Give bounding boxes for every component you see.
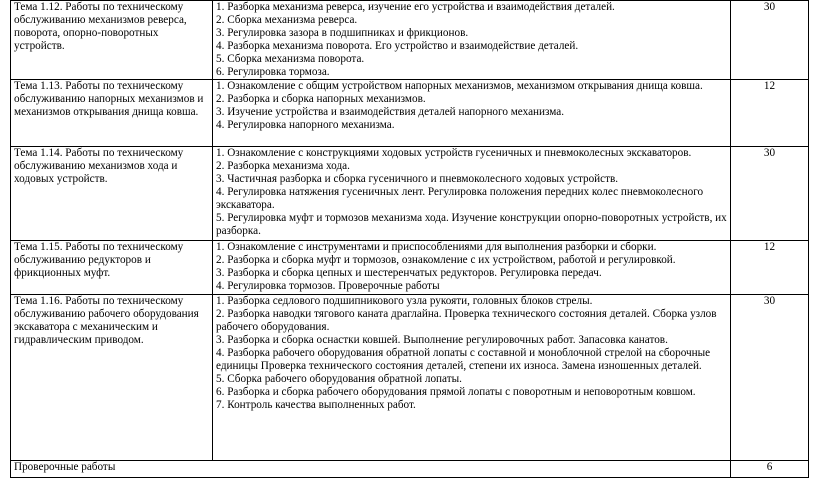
list-item: 3. Разборка и сборка оснастки ковшей. Выполнение регулировочных работ. Запасовка канатов. [216, 334, 668, 346]
hours-cell: 30 [731, 147, 809, 241]
list-item: 3. Частичная разборка и сборка гусеничного и пневмоколесного ходовых устройств. [216, 173, 619, 185]
curriculum-table-body [11, 1, 809, 478]
list-item: 2. Разборка механизма хода. [216, 160, 350, 172]
list-item: 4. Регулировка натяжения гусеничных лент. Регулировка положения передних колес пневмоколесного экскаватора. [216, 186, 704, 211]
list-item: 5. Регулировка муфт и тормозов механизма хода. Изучение конструкции опорно-поворотных устройств, их разборка. [216, 212, 727, 237]
list-item: 1. Разборка седлового подшипникового узла рукояти, головных блоков стрелы. [216, 295, 593, 307]
hours-cell: 12 [731, 241, 809, 295]
list-item: 2. Сборка механизма реверса. [216, 14, 358, 26]
hours-cell: 12 [731, 80, 809, 147]
table-row [11, 1, 809, 80]
topic-cell: Тема 1.14. Работы по техническому обслуживанию механизмов хода и ходовых устройств. [11, 147, 213, 241]
table-row [11, 147, 809, 241]
table-row [11, 241, 809, 295]
list-item: 2. Разборка и сборка муфт и тормозов, ознакомление с их устройством, работой и регулировкой. [216, 254, 676, 266]
curriculum-table [10, 0, 809, 478]
hours-cell: 30 [731, 295, 809, 461]
list-item: 1. Разборка механизма реверса, изучение его устройства и взаимодействия деталей. [216, 1, 615, 13]
list-item: 1. Ознакомление с общим устройством напорных механизмов, механизмом открывания днища ковша. [216, 80, 703, 92]
items-cell [213, 241, 731, 295]
list-item: 5. Сборка механизма поворота. [216, 53, 365, 65]
list-item: 4. Регулировка напорного механизма. [216, 119, 395, 131]
list-item: 5. Сборка рабочего оборудования обратной лопаты. [216, 373, 462, 385]
topic-cell: Тема 1.13. Работы по техническому обслуживанию напорных механизмов и механизмов открывания днища ковша. [11, 80, 213, 147]
list-item: 4. Регулировка тормозов. Проверочные работы [216, 280, 440, 292]
list-item: 3. Изучение устройства и взаимодействия деталей напорного механизма. [216, 106, 565, 118]
topic-cell: Тема 1.12. Работы по техническому обслуживанию механизмов реверса, поворота, опорно-поворотных устройств. [11, 1, 213, 80]
items-cell [213, 80, 731, 147]
list-item: 3. Разборка и сборка цепных и шестеренчатых редукторов. Регулировка передач. [216, 267, 602, 279]
list-item: 4. Разборка рабочего оборудования обратной лопаты с составной и моноблочной стрелой на сборочные единицы Проверка технического состояния деталей, степени их износа. Замена изношенных деталей. [216, 347, 711, 372]
list-item: 4. Разборка механизма поворота. Его устройство и взаимодействие деталей. [216, 40, 579, 52]
list-item: 1. Ознакомление с конструкциями ходовых устройств гусеничных и пневмоколесных экскаваторов. [216, 147, 692, 159]
list-item: 2. Разборка наводки тягового каната драглайна. Проверка технического состояния деталей. Сборка узлов рабочего оборудования. [216, 308, 717, 333]
table-row [11, 80, 809, 147]
items-cell [213, 1, 731, 80]
list-item: 7. Контроль качества выполненных работ. [216, 399, 416, 411]
items-cell [213, 295, 731, 461]
table-row [11, 295, 809, 461]
list-item: 1. Ознакомление с инструментами и приспособлениями для выполнения разборки и сборки. [216, 241, 657, 253]
list-item: 6. Разборка и сборка рабочего оборудования прямой лопаты с поворотным и неповоротным ковшом. [216, 386, 696, 398]
list-item: 6. Регулировка тормоза. [216, 66, 330, 78]
list-item: 2. Разборка и сборка напорных механизмов. [216, 93, 426, 105]
items-cell [213, 147, 731, 241]
final-label-cell: Проверочные работы [11, 461, 731, 478]
topic-cell: Тема 1.16. Работы по техническому обслуживанию рабочего оборудования экскаватора с механическим и гидравлическим приводом. [11, 295, 213, 461]
topic-cell: Тема 1.15. Работы по техническому обслуживанию редукторов и фрикционных муфт. [11, 241, 213, 295]
list-item: 3. Регулировка зазора в подшипниках и фрикционов. [216, 27, 469, 39]
hours-cell: 6 [731, 461, 809, 478]
table-row-total [11, 461, 809, 478]
hours-cell: 30 [731, 1, 809, 80]
